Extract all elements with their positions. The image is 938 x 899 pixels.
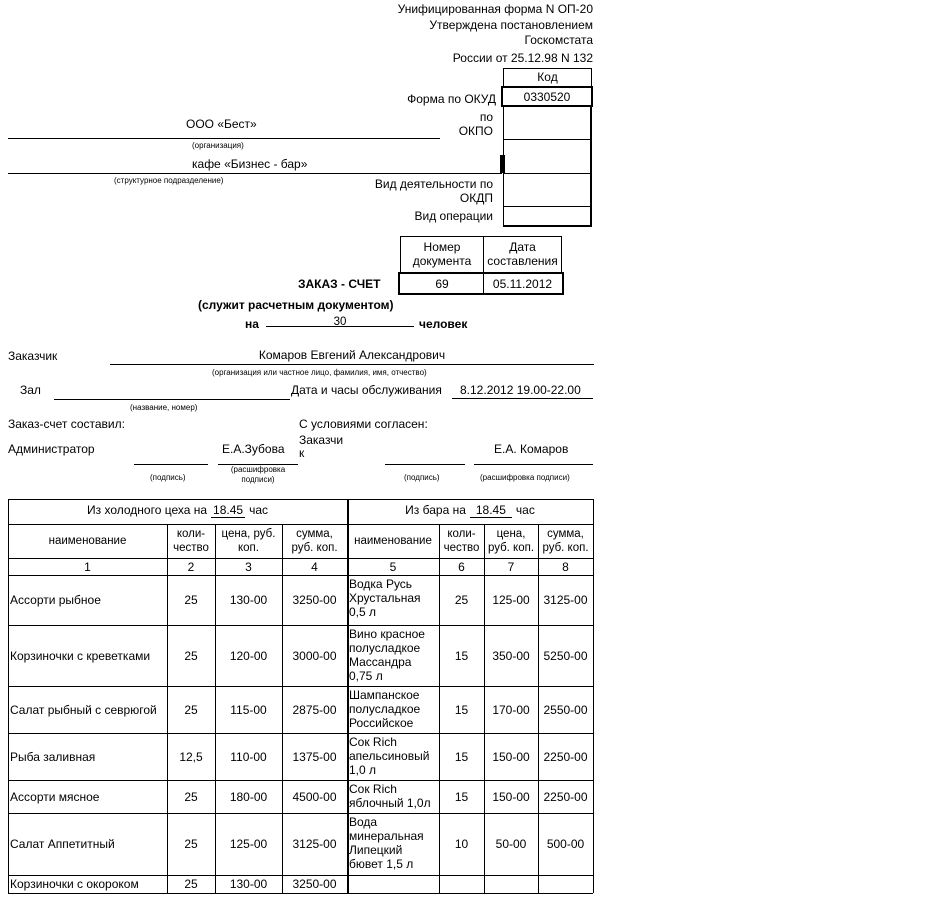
- cold-label: Из холодного цеха на: [87, 503, 208, 517]
- hall-label: Зал: [20, 383, 41, 397]
- organization-caption: (организация): [192, 141, 244, 150]
- column-header: коли- чество: [443, 528, 480, 554]
- column-number: 6: [458, 559, 465, 574]
- service-line: [452, 398, 593, 399]
- customer-sign-caption: (подпись): [404, 473, 440, 482]
- persons-count: 30: [333, 316, 347, 328]
- bar-time: 18.45: [470, 503, 512, 518]
- division-caption: (структурное подразделение): [114, 176, 224, 185]
- bar-hour: час: [515, 503, 535, 517]
- service-value: 8.12.2012 19.00-22.00: [460, 383, 581, 397]
- organization-line: [8, 138, 440, 139]
- division-name: кафе «Бизнес - бар»: [192, 157, 308, 171]
- table-cell: 3250-00: [292, 593, 337, 607]
- bar-section-header: [347, 503, 593, 518]
- table-cell-name: Ассорти мясное: [10, 789, 100, 804]
- table-cell: 15: [454, 648, 469, 663]
- table-cell: 25: [184, 837, 198, 851]
- table-cell-name: Корзиночки с креветками: [10, 648, 151, 663]
- column-header: наименование: [354, 535, 432, 547]
- table-vline: [593, 499, 594, 893]
- table-cell: [439, 875, 484, 893]
- okpo-box: [503, 106, 592, 140]
- admin-name: Е.А.Зубова: [222, 442, 285, 456]
- doc-number: 69: [435, 277, 449, 291]
- table-cell: 130-00: [229, 877, 268, 891]
- admin-sign-line: [134, 464, 208, 465]
- table-cell: 5250-00: [543, 648, 588, 663]
- okdp-label1: Вид деятельности по: [374, 177, 493, 191]
- table-cell: 2550-00: [543, 702, 588, 717]
- table-cell: 15: [454, 702, 469, 717]
- organization-name: ООО «Бест»: [186, 117, 257, 131]
- table-cell: 25: [184, 593, 198, 607]
- table-cell: 4500-00: [292, 789, 337, 804]
- table-cell: 10: [454, 837, 469, 851]
- agreed-label: С условиями согласен:: [299, 417, 428, 431]
- column-number: 7: [507, 559, 515, 574]
- doc-date: 05.11.2012: [492, 277, 553, 291]
- customer-value: Комаров Евгений Александрович: [258, 348, 446, 362]
- cold-time: 18.45: [213, 503, 244, 517]
- table-cell: 125-00: [492, 593, 530, 607]
- okud-value: 0330520: [523, 90, 571, 104]
- okpo-label1: по: [479, 110, 493, 124]
- division-line: [8, 173, 502, 174]
- table-cell: 115-00: [230, 702, 267, 717]
- column-header: коли- чество: [173, 528, 209, 554]
- table-cell: 150-00: [492, 789, 530, 804]
- table-cell-name: Водка Русь Хрустальная 0,5 л: [349, 577, 421, 619]
- customer-caption: (организация или частное лицо, фамилия, имя, отчество): [212, 368, 427, 377]
- doc-title: ЗАКАЗ - СЧЕТ: [298, 277, 381, 291]
- column-number: 3: [245, 559, 252, 574]
- table-hline: [8, 499, 593, 500]
- column-number: 4: [311, 559, 318, 574]
- form-header-line3: Госкомстата: [524, 33, 593, 47]
- customer-sign-line: [385, 464, 465, 465]
- table-cell-name: Сок Rich яблочный 1,0л: [349, 782, 431, 810]
- customer-line: [110, 364, 594, 365]
- hall-line: [54, 399, 290, 400]
- table-cell-name: Сок Rich апельсиновый 1,0 л: [349, 735, 430, 777]
- table-cell: 15: [454, 789, 469, 804]
- customer-decode-line: [474, 464, 593, 465]
- table-cell: 350-00: [492, 648, 530, 663]
- okud-label: Форма по ОКУД: [407, 92, 496, 106]
- table-cell-name: Рыба заливная: [10, 749, 96, 764]
- operation-label: Вид операции: [414, 209, 493, 223]
- cold-section-header: [8, 503, 347, 518]
- table-cell: 110-00: [230, 749, 267, 764]
- okpo-label2: ОКПО: [458, 124, 493, 138]
- table-cell: 25: [184, 648, 198, 663]
- form-header-line2: Утверждена постановлением: [429, 18, 593, 32]
- table-cell: [538, 875, 593, 893]
- customer-sign-label: Заказчи к: [299, 433, 344, 460]
- column-number: 1: [84, 559, 91, 574]
- admin-label: Администратор: [8, 442, 95, 456]
- table-cell: 2250-00: [543, 789, 588, 804]
- doc-subtitle: (служит расчетным документом): [198, 298, 394, 312]
- table-hline: [8, 893, 593, 894]
- table-cell: 500-00: [546, 837, 585, 851]
- okdp-box: [503, 173, 592, 207]
- table-cell: 25: [184, 702, 198, 717]
- customer-label: Заказчик: [8, 349, 58, 363]
- cold-hour: час: [249, 503, 268, 517]
- admin-decode-caption: (расшифровка подписи): [230, 465, 286, 484]
- table-cell-name: Ассорти рыбное: [10, 593, 101, 607]
- customer-sign-name: Е.А. Комаров: [494, 442, 569, 456]
- division-code-box: [503, 139, 592, 174]
- table-cell-name: [347, 875, 439, 893]
- table-cell: 120-00: [229, 648, 268, 663]
- table-cell-name: Вода минеральная Липецкий бювет 1,5 л: [349, 815, 424, 871]
- table-cell: 3000-00: [292, 648, 337, 663]
- table-cell: 15: [454, 749, 469, 764]
- table-cell: 12,5: [179, 749, 203, 764]
- form-header-line4: России от 25.12.98 N 132: [452, 51, 593, 65]
- persons-prefix: на: [245, 317, 259, 331]
- column-header: цена, руб. коп.: [487, 528, 535, 554]
- table-cell: 2250-00: [543, 749, 588, 764]
- table-cell: 1375-00: [292, 749, 337, 764]
- table-cell-name: Вино красное полусладкое Массандра 0,75 л: [349, 627, 425, 683]
- okdp-label2: ОКДП: [459, 191, 493, 205]
- bar-label: Из бара на: [405, 503, 466, 517]
- admin-sign-caption: (подпись): [150, 473, 186, 482]
- table-cell: 3125-00: [543, 593, 588, 607]
- column-number: 2: [187, 559, 195, 574]
- service-label: Дата и часы обслуживания: [291, 383, 442, 397]
- division-code-marker: [500, 155, 505, 173]
- table-cell: 25: [184, 789, 198, 804]
- table-cell: 170-00: [492, 702, 530, 717]
- hall-caption: (название, номер): [130, 403, 198, 412]
- table-cell-name: Салат Аппетитный: [10, 837, 115, 851]
- table-cell-name: Корзиночки с окороком: [10, 877, 139, 891]
- table-cell: 180-00: [229, 789, 268, 804]
- persons-line: [266, 326, 414, 327]
- column-header: наименование: [48, 535, 127, 547]
- table-cell: 125-00: [229, 837, 268, 851]
- column-number: 8: [562, 559, 569, 574]
- table-cell: 25: [184, 877, 198, 891]
- doc-date-header-label: Дата составления: [487, 240, 558, 268]
- table-cell: 130-00: [229, 593, 268, 607]
- compiled-label: Заказ-счет составил:: [8, 417, 125, 431]
- code-title: Код: [537, 70, 558, 84]
- table-cell: 50-00: [495, 837, 527, 851]
- persons-label: человек: [419, 317, 468, 331]
- table-cell: 2875-00: [292, 702, 337, 717]
- column-header: сумма, руб. коп.: [542, 528, 589, 554]
- table-cell: 3250-00: [292, 877, 337, 891]
- table-cell: [484, 875, 538, 893]
- table-cell: 3125-00: [292, 837, 337, 851]
- operation-box: [503, 206, 592, 227]
- table-cell-name: Салат рыбный с севрюгой: [10, 702, 157, 717]
- column-header: цена, руб. коп.: [221, 528, 276, 554]
- table-cell: 25: [454, 593, 469, 607]
- column-number: 5: [389, 559, 397, 574]
- form-header-line1: Унифицированная форма N ОП-20: [397, 2, 593, 16]
- table-cell: 150-00: [492, 749, 530, 764]
- table-cell-name: Шампанское полусладкое Российское: [349, 688, 421, 730]
- doc-number-header-label: Номер документа: [412, 240, 472, 268]
- column-header: сумма, руб. коп.: [291, 528, 338, 554]
- customer-decode-caption: (расшифровка подписи): [480, 473, 570, 482]
